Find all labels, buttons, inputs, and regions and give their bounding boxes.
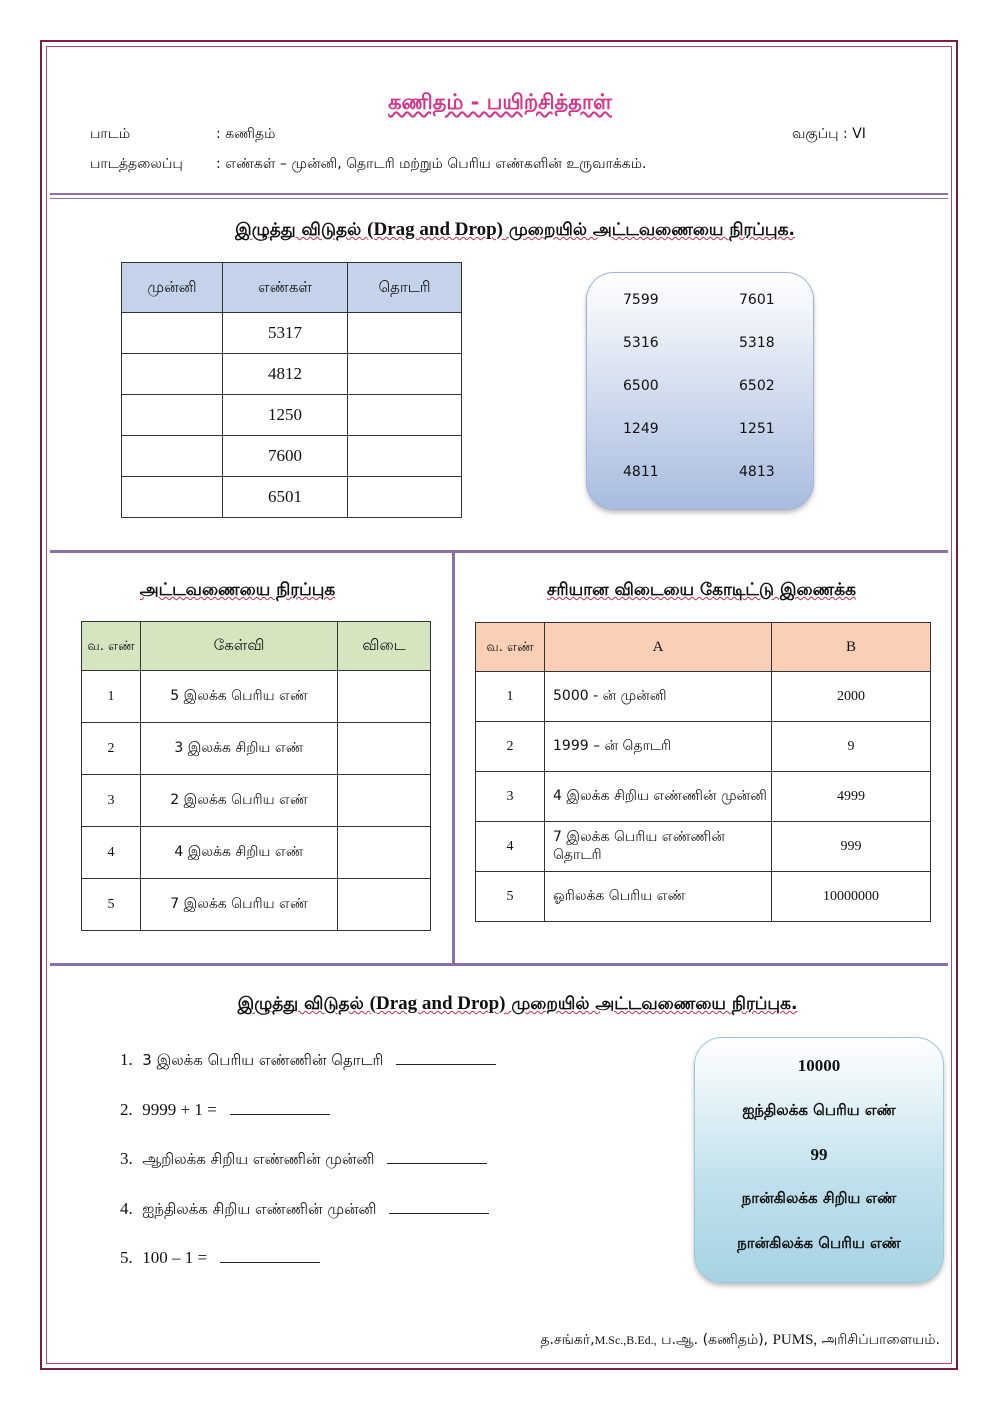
drop-cell-predecessor[interactable] <box>122 395 223 436</box>
answer-cell[interactable] <box>338 775 431 827</box>
answer-cell[interactable] <box>338 827 431 879</box>
column-header: முன்னி <box>122 263 223 313</box>
column-a-cell[interactable]: 7 இலக்க பெரிய எண்ணின் தொடரி <box>545 822 772 872</box>
drop-cell-successor[interactable] <box>348 354 462 395</box>
table-row <box>476 872 931 922</box>
row-number: 5 <box>476 872 545 922</box>
drop-cell-predecessor[interactable] <box>122 313 223 354</box>
answer-blank[interactable] <box>396 1050 496 1065</box>
drop-cell-predecessor[interactable] <box>122 477 223 518</box>
number-cell: 5317 <box>223 313 348 354</box>
column-header: விடை <box>338 622 431 671</box>
subject-row <box>90 126 890 146</box>
table-row <box>82 723 431 775</box>
question-cell: 2 இலக்க பெரிய எண் <box>141 775 338 827</box>
drop-cell-successor[interactable] <box>348 395 462 436</box>
row-number: 1 <box>476 672 545 722</box>
section3-title: சரியான விடையை கோடிட்டு இணைக்க <box>546 580 857 600</box>
divider <box>50 963 948 966</box>
table-row <box>82 671 431 723</box>
table-row <box>476 722 931 772</box>
worksheet-title: கணிதம் - பயிற்சித்தாள் <box>388 90 612 114</box>
drag-option[interactable]: ஐந்திலக்க பெரிய எண் <box>742 1101 896 1119</box>
drag-option[interactable]: நான்கிலக்க பெரிய எண் <box>737 1234 901 1252</box>
column-b-cell[interactable]: 4999 <box>772 772 931 822</box>
question-1: 1. 3 இலக்க பெரிய எண்ணின் தொடரி <box>120 1050 496 1071</box>
question-cell: 5 இலக்க பெரிய எண் <box>141 671 338 723</box>
drop-cell-predecessor[interactable] <box>122 354 223 395</box>
column-header: B <box>772 623 931 672</box>
column-a-cell[interactable]: 1999 – ன் தொடரி <box>545 722 772 772</box>
class-label: வகுப்பு : VI <box>792 126 866 142</box>
answer-cell[interactable] <box>338 671 431 723</box>
answer-blank[interactable] <box>387 1149 487 1164</box>
drag-option[interactable]: 6502 <box>739 378 775 394</box>
row-number: 3 <box>476 772 545 822</box>
drag-option[interactable]: நான்கிலக்க சிறிய எண் <box>741 1189 897 1207</box>
fill-table <box>81 621 431 931</box>
topic-row <box>90 156 890 176</box>
answer-cell[interactable] <box>338 879 431 931</box>
drag-options-box <box>694 1037 944 1283</box>
author-credit: த.சங்கர்,M.Sc.,B.Ed., ப.ஆ. (கணிதம்), PUMS, அரிசிப்பாளையம். <box>540 1332 940 1348</box>
column-a-cell[interactable]: 5000 - ன் முன்னி <box>545 672 772 722</box>
divider <box>50 193 948 195</box>
divider <box>50 550 948 553</box>
drag-option[interactable]: 10000 <box>797 1056 841 1075</box>
drag-option[interactable]: 5318 <box>739 335 775 351</box>
column-header: வ. எண் <box>476 623 545 672</box>
drop-cell-successor[interactable] <box>348 436 462 477</box>
section1-title: இழுத்து விடுதல் (Drag and Drop) முறையில் அட்டவணையை நிரப்புக. <box>235 219 795 240</box>
table-row <box>82 879 431 931</box>
question-cell: 3 இலக்க சிறிய எண் <box>141 723 338 775</box>
question-cell: 4 இலக்க சிறிய எண் <box>141 827 338 879</box>
column-b-cell[interactable]: 999 <box>772 822 931 872</box>
drag-option[interactable]: 1251 <box>739 421 775 437</box>
row-number: 1 <box>82 671 141 723</box>
answer-blank[interactable] <box>230 1100 330 1115</box>
drag-option[interactable]: 5316 <box>623 335 659 351</box>
column-header: எண்கள் <box>223 263 348 313</box>
row-number: 2 <box>476 722 545 772</box>
question-3: 3. ஆறிலக்க சிறிய எண்ணின் முன்னி <box>120 1149 487 1170</box>
subject-value: : கணிதம் <box>216 126 276 142</box>
number-cell: 6501 <box>223 477 348 518</box>
number-cell: 4812 <box>223 354 348 395</box>
section4-title: இழுத்து விடுதல் (Drag and Drop) முறையில் அட்டவணையை நிரப்புக. <box>237 993 798 1014</box>
table-row <box>122 354 462 395</box>
number-cell: 7600 <box>223 436 348 477</box>
table-row <box>122 313 462 354</box>
table-row <box>476 772 931 822</box>
drag-option[interactable]: 4813 <box>739 464 775 480</box>
drag-option[interactable]: 99 <box>810 1145 828 1164</box>
table-row <box>122 477 462 518</box>
table-row <box>82 827 431 879</box>
column-b-cell[interactable]: 9 <box>772 722 931 772</box>
drop-cell-successor[interactable] <box>348 477 462 518</box>
row-number: 5 <box>82 879 141 931</box>
column-header: தொடரி <box>348 263 462 313</box>
drop-cell-successor[interactable] <box>348 313 462 354</box>
topic-value: : எண்கள் – முன்னி, தொடரி மற்றும் பெரிய எண்களின் உருவாக்கம். <box>216 156 647 172</box>
predecessor-successor-table <box>121 262 462 518</box>
number-cell: 1250 <box>223 395 348 436</box>
column-b-cell[interactable]: 2000 <box>772 672 931 722</box>
column-a-cell[interactable]: 4 இலக்க சிறிய எண்ணின் முன்னி <box>545 772 772 822</box>
question-2: 2. 9999 + 1 = <box>120 1100 330 1120</box>
row-number: 4 <box>476 822 545 872</box>
divider <box>50 198 948 199</box>
drag-option[interactable]: 7599 <box>623 292 659 308</box>
answer-blank[interactable] <box>220 1248 320 1263</box>
table-row <box>476 822 931 872</box>
table-row <box>122 436 462 477</box>
match-table <box>475 622 931 922</box>
column-header: A <box>545 623 772 672</box>
column-header: வ. எண் <box>82 622 141 671</box>
answer-blank[interactable] <box>389 1199 489 1214</box>
question-4: 4. ஐந்திலக்க சிறிய எண்ணின் முன்னி <box>120 1199 489 1220</box>
row-number: 2 <box>82 723 141 775</box>
table-row <box>122 395 462 436</box>
question-5: 5. 100 – 1 = <box>120 1248 320 1268</box>
column-b-cell[interactable]: 10000000 <box>772 872 931 922</box>
column-header: கேள்வி <box>141 622 338 671</box>
drag-option[interactable]: 7601 <box>739 292 775 308</box>
drag-option[interactable]: 4811 <box>623 464 659 480</box>
table-row <box>82 775 431 827</box>
row-number: 4 <box>82 827 141 879</box>
column-a-cell[interactable]: ஓரிலக்க பெரிய எண் <box>545 872 772 922</box>
subject-label: பாடம் <box>90 126 131 142</box>
topic-label: பாடத்தலைப்பு <box>90 156 183 172</box>
drop-cell-predecessor[interactable] <box>122 436 223 477</box>
answer-cell[interactable] <box>338 723 431 775</box>
drag-option[interactable]: 1249 <box>623 421 659 437</box>
drag-option[interactable]: 6500 <box>623 378 659 394</box>
row-number: 3 <box>82 775 141 827</box>
question-cell: 7 இலக்க பெரிய எண் <box>141 879 338 931</box>
section2-title: அட்டவணையை நிரப்புக <box>139 580 336 600</box>
divider <box>452 553 455 964</box>
table-row <box>476 672 931 722</box>
drag-options-box <box>586 272 814 510</box>
